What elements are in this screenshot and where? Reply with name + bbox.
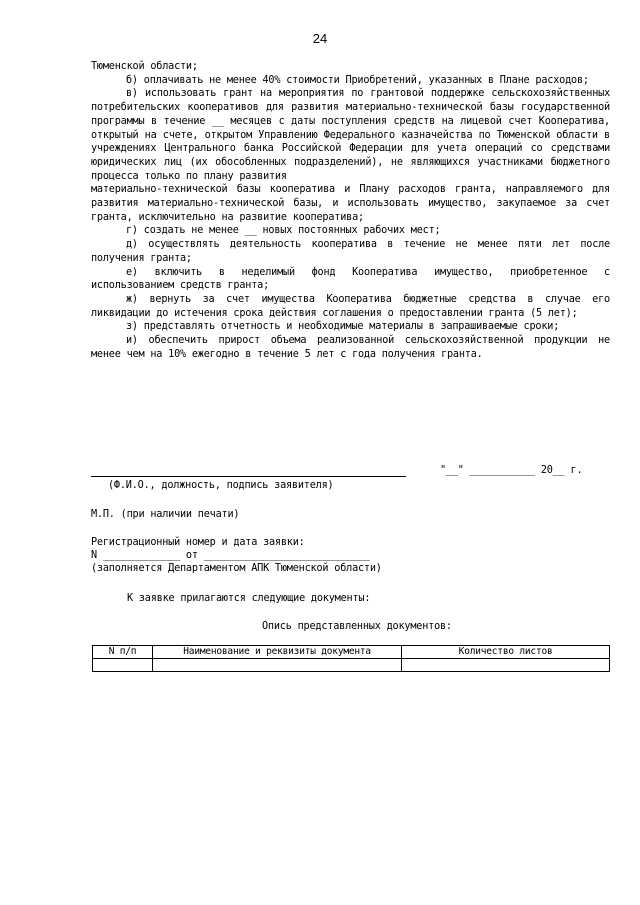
signature-caption: (Ф.И.О., должность, подпись заявителя) [108, 480, 334, 491]
paragraph: и) обеспечить прирост объема реализованной сельскохозяйственной продукции не менее чем на 10% ежегодно в течение 5 лет с года получения гранта. [91, 335, 610, 360]
paragraph: Тюменской области; [91, 61, 198, 72]
paragraph: е) включить в неделимый фонд Кооператива имущество, приобретенное с использованием средств гранта; [91, 266, 610, 292]
paragraph: материально-технической базы кооператива и Плану расходов гранта, направляемого для развития материально-технической базы, и использовать имущество, закупаемое за счет гранта, исключительно на развитие кооператива; [91, 184, 610, 223]
paragraph: з) представлять отчетность и необходимые материалы в запрашиваемые сроки; [126, 321, 560, 333]
inventory-title: Опись представленных документов: [262, 621, 452, 632]
paragraph: б) оплачивать не менее 40% стоимости Приобретений, указанных в Плане расходов; [126, 74, 589, 86]
paragraph: г) создать не менее __ новых постоянных рабочих мест; [126, 225, 441, 237]
column-header-number: N п/п [93, 646, 153, 659]
paragraph: в) использовать грант на мероприятия по грантовой поддержке сельскохозяйственных потребительских кооперативов для развития материально-технической базы государственной программы в течение __ месяцев с даты поступления средств на лицевой счет Кооператива, открытый на счете, открытом Управлению Федерального казначейства по Тюменской области в учреждениях Центрального банка Российской Федерации для учета операций со средствами юридических лиц (их обособленных подразделений), не являющихся участниками бюджетного процесса только по плану развития [91, 88, 610, 182]
table-cell [153, 659, 402, 672]
paragraph: ж) вернуть за счет имущества Кооператива бюджетные средства в случае его ликвидации до истечения срока действия соглашения о предоставлении гранта (5 лет); [91, 293, 610, 319]
table-cell [93, 659, 153, 672]
registration-number-row: N _____________ от ____________________________ [91, 550, 370, 561]
table-cell [402, 659, 610, 672]
attachments-intro: К заявке прилагаются следующие документы: [127, 593, 371, 604]
column-header-sheets: Количество листов [402, 646, 610, 659]
documents-table [92, 645, 610, 672]
signature-date: "__" ___________ 20__ г. [440, 465, 583, 476]
table-row [93, 659, 610, 672]
column-header-name: Наименование и реквизиты документа [153, 646, 402, 659]
document-body [91, 60, 610, 361]
registration-note: (заполняется Департаментом АПК Тюменской области) [91, 563, 382, 574]
paragraph: д) осуществлять деятельность кооператива в течение не менее пяти лет после получения гранта; [91, 239, 610, 264]
registration-title: Регистрационный номер и дата заявки: [91, 537, 305, 548]
stamp-note: М.П. (при наличии печати) [91, 509, 240, 520]
page-number: 24 [312, 31, 328, 46]
signature-line [91, 476, 406, 477]
table-header-row [93, 646, 610, 659]
